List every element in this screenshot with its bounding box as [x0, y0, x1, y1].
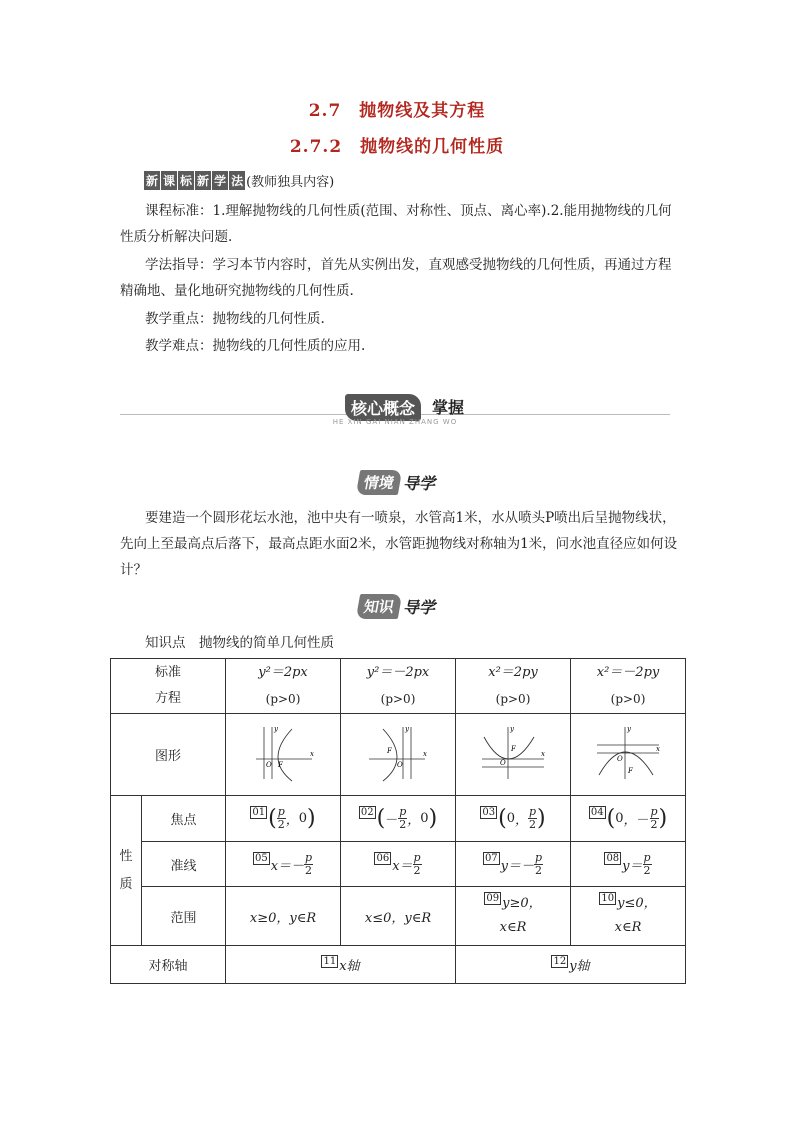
directrix-cell	[226, 842, 341, 887]
banner-box: 核心概念	[345, 394, 421, 421]
denominator: 2	[650, 818, 658, 831]
x-label: x	[656, 744, 660, 753]
focus-cell	[571, 796, 686, 842]
directrix-lhs: x＝	[392, 858, 413, 874]
label-range: 范围	[170, 910, 197, 926]
table-row	[111, 946, 686, 984]
separator: ，	[285, 813, 299, 828]
x-label: x	[541, 749, 545, 758]
range-cell	[341, 887, 456, 946]
sign: －	[636, 813, 650, 828]
knowledge-point-title: 知识点 抛物线的简单几何性质	[145, 635, 334, 651]
answer-number: 11	[323, 956, 337, 967]
separator: ，	[514, 813, 528, 828]
focus-label: F	[511, 744, 516, 753]
numerator: p	[535, 850, 543, 864]
tag-char: 学	[212, 171, 228, 190]
axis-cell	[456, 946, 686, 984]
label-standard: 标准	[155, 665, 182, 680]
answer-number: 10	[601, 892, 615, 904]
teaching-difficulty: 教学难点：抛物线的几何性质的应用.	[145, 338, 366, 354]
range-text: x≤0，y∈R	[364, 910, 432, 926]
coord: 0	[615, 811, 624, 826]
knowledge-heading	[358, 594, 435, 619]
paren: )	[428, 806, 438, 831]
parabola-curve	[484, 737, 534, 759]
fraction	[304, 852, 313, 877]
numerator: p	[650, 805, 658, 818]
y-label: y	[405, 724, 409, 733]
axis-text: x轴	[339, 959, 360, 974]
label-directrix: 准线	[170, 858, 197, 874]
parabola-down-graph	[593, 723, 663, 783]
origin-label: O	[500, 758, 506, 767]
fraction	[277, 806, 286, 831]
answer-number: 04	[590, 807, 604, 818]
fraction	[528, 806, 537, 831]
property-group-cell	[111, 796, 142, 946]
origin-label: O	[617, 754, 623, 763]
banner-pinyin: HE XIN GAI NIAN ZHANG WO	[332, 418, 458, 426]
equation-cell	[226, 659, 341, 714]
table-row	[111, 659, 686, 714]
banner-tail: 掌握	[432, 398, 465, 417]
answer-number: 09	[486, 892, 500, 904]
table-row	[111, 842, 686, 887]
core-concept-banner	[120, 392, 670, 432]
paren: (	[606, 806, 616, 831]
denominator: 2	[643, 863, 651, 877]
equation-cell	[571, 659, 686, 714]
answer-number: 02	[360, 807, 374, 818]
x-label: x	[310, 749, 314, 758]
focus-label: F	[387, 746, 392, 755]
parabola-curve	[383, 729, 397, 781]
situation-heading	[358, 470, 435, 495]
graph-cell	[226, 714, 341, 796]
range-cell	[456, 887, 571, 946]
denominator: 2	[535, 863, 543, 877]
focus-label: F	[278, 760, 283, 769]
situation-text: 要建造一个圆形花坛水池，池中央有一喷泉，水管高1米，水从喷头P喷出后呈抛物线状，先向上至最高点后落下，最高点距水面2米，水管距抛物线对称轴为1米，问水池直径应如何设计？	[120, 510, 678, 578]
numerator: p	[277, 805, 285, 818]
parabola-left-graph	[363, 723, 433, 783]
parabola-right-graph	[248, 723, 318, 783]
directrix-cell	[456, 842, 571, 887]
directrix-cell	[571, 842, 686, 887]
equation: y²＝－2px	[366, 664, 430, 680]
subsection-title: 2.7.2 抛物线的几何性质	[289, 137, 505, 157]
p-condition: (p>0)	[380, 691, 416, 706]
coord: 0	[298, 811, 308, 826]
range-b: x∈R	[499, 920, 527, 935]
answer-number: 08	[606, 852, 620, 864]
separator: ，	[623, 813, 637, 828]
range-a: y≤0，	[617, 895, 657, 911]
numerator: p	[305, 850, 313, 864]
sign: －	[385, 813, 399, 828]
range-cell	[571, 887, 686, 946]
answer-number: 05	[254, 852, 268, 864]
axis-text: y轴	[569, 959, 590, 974]
section-title: 2.7 抛物线及其方程	[308, 101, 486, 121]
denominator: 2	[277, 818, 285, 831]
parabola-curve	[599, 752, 653, 775]
paren: )	[658, 806, 668, 831]
paren: )	[307, 806, 316, 831]
course-standard: 课程标准：1.理解抛物线的几何性质(范围、对称性、顶点、离心率).2.能用抛物线的几何性质分析解决问题.	[120, 203, 672, 245]
label-cell	[111, 714, 226, 796]
p-condition: (p>0)	[610, 691, 646, 706]
denominator: 2	[305, 863, 313, 877]
fraction	[643, 852, 652, 877]
new-standard-tag-row	[144, 171, 334, 190]
numerator: p	[399, 805, 407, 818]
p-condition: (p>0)	[265, 691, 301, 706]
table-row	[111, 887, 686, 946]
equation: x²＝－2py	[596, 664, 660, 680]
heading-tail: 导学	[403, 598, 436, 617]
label-equation: 方程	[155, 691, 182, 706]
coord: 0	[420, 811, 429, 826]
tag-char: 新	[144, 171, 160, 190]
heading-box: 情境	[356, 470, 402, 495]
numerator: p	[413, 850, 421, 864]
y-label: y	[274, 724, 278, 733]
range-a: y≥0，	[502, 895, 542, 911]
parabola-up-graph	[478, 723, 548, 783]
graph-cell	[571, 714, 686, 796]
answer-number: 07	[484, 852, 498, 864]
range-cell	[226, 887, 341, 946]
denominator: 2	[413, 863, 421, 877]
tag-char: 课	[161, 171, 177, 190]
tag-char: 新	[195, 171, 211, 190]
equation-cell	[341, 659, 456, 714]
focus-cell	[226, 796, 341, 842]
focus-cell	[456, 796, 571, 842]
graph-cell	[456, 714, 571, 796]
answer-number: 06	[376, 852, 390, 864]
label-cell	[142, 796, 226, 842]
focus-cell	[341, 796, 456, 842]
axis-cell	[226, 946, 456, 984]
equation: x²＝2py	[488, 664, 538, 680]
focus-label: F	[628, 766, 633, 775]
separator: ，	[407, 813, 421, 828]
label-cell	[142, 887, 226, 946]
coord: 0	[506, 811, 515, 826]
graph-cell	[341, 714, 456, 796]
paren: (	[268, 806, 277, 831]
paren: )	[537, 806, 546, 831]
label-focus: 焦点	[170, 813, 197, 828]
denominator: 2	[399, 818, 407, 831]
y-label: y	[627, 724, 631, 733]
answer-number: 12	[553, 956, 567, 967]
denominator: 2	[529, 818, 537, 831]
y-label: y	[510, 724, 514, 733]
directrix-lhs: x＝－	[270, 858, 305, 874]
equation: y²＝2px	[258, 664, 308, 680]
table-row	[111, 714, 686, 796]
origin-label: O	[266, 760, 272, 769]
numerator: p	[643, 850, 651, 864]
tag-char: 标	[178, 171, 194, 190]
heading-box: 知识	[356, 594, 402, 619]
answer-number: 03	[482, 807, 496, 818]
label-property: 性 质	[119, 848, 133, 892]
directrix-lhs: y＝－	[500, 858, 535, 874]
tag-note: (教师独具内容)	[246, 175, 335, 190]
paren: (	[376, 806, 386, 831]
parabola-curve	[278, 729, 292, 781]
p-condition: (p>0)	[495, 691, 531, 706]
label-graph: 图形	[155, 749, 182, 764]
teaching-key: 教学重点：抛物线的几何性质.	[145, 311, 325, 327]
paren: (	[498, 806, 507, 831]
directrix-lhs: y＝	[622, 858, 643, 874]
table-row	[111, 796, 686, 842]
tag-char: 法	[229, 171, 245, 190]
range-b: x∈R	[614, 920, 642, 935]
heading-tail: 导学	[403, 474, 436, 493]
origin-label: O	[397, 760, 403, 769]
fraction	[534, 852, 543, 877]
numerator: p	[529, 805, 537, 818]
label-cell	[111, 946, 226, 984]
range-text: x≥0，y∈R	[249, 910, 317, 926]
header-cell	[111, 659, 226, 714]
x-label: x	[423, 749, 427, 758]
fraction	[398, 806, 407, 831]
study-guide: 学法指导：学习本节内容时，首先从实例出发，直观感受抛物线的几何性质，再通过方程精确地、量化地研究抛物线的几何性质.	[120, 257, 672, 299]
fraction	[413, 852, 422, 877]
label-axis: 对称轴	[148, 959, 188, 974]
properties-table	[110, 658, 686, 984]
answer-number: 01	[252, 807, 266, 818]
equation-cell	[456, 659, 571, 714]
fraction	[650, 806, 659, 831]
label-cell	[142, 842, 226, 887]
directrix-cell	[341, 842, 456, 887]
